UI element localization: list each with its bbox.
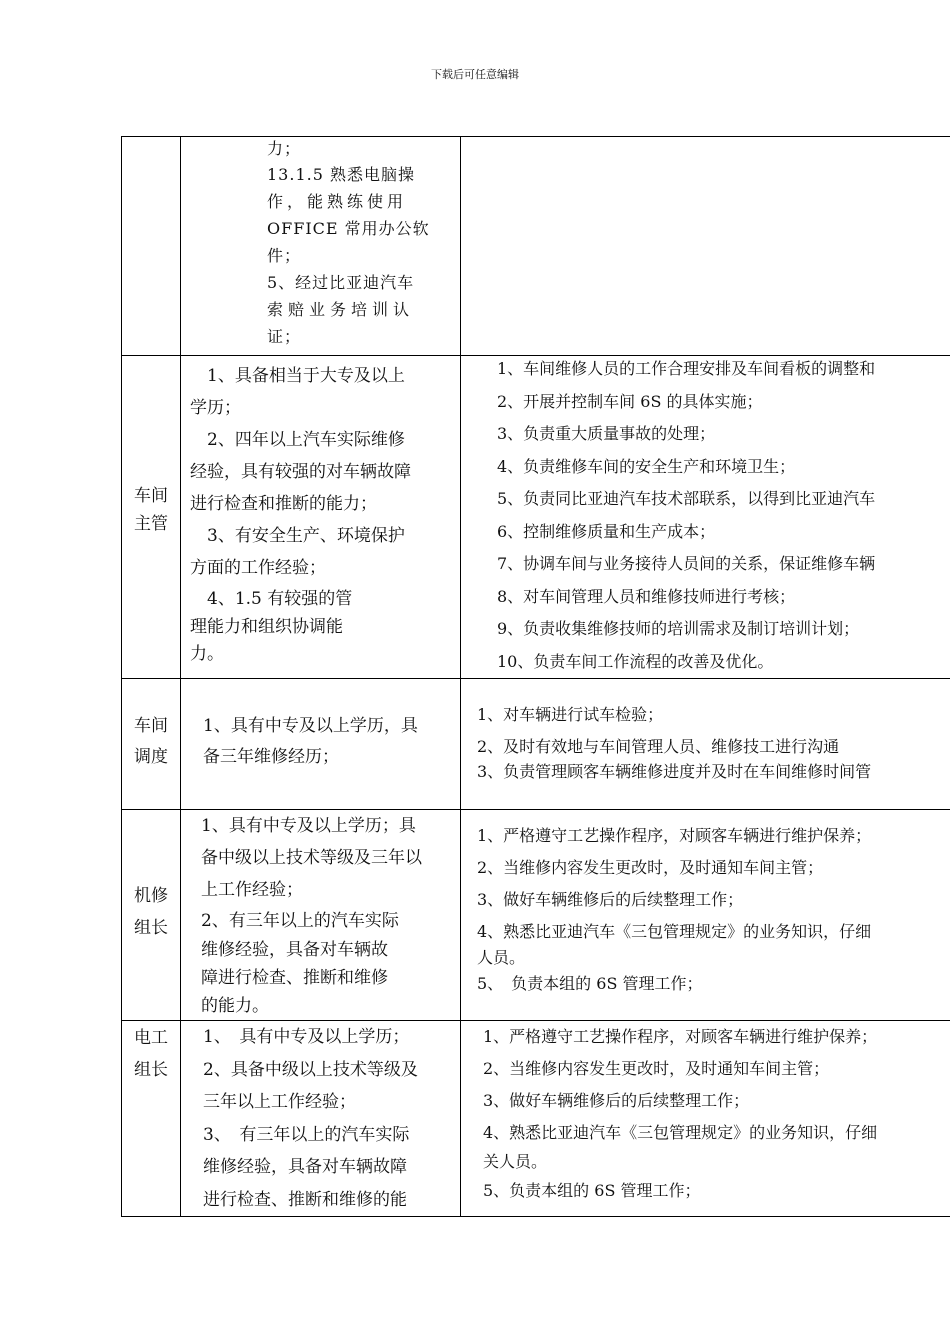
duty-line: 2、当维修内容发生更改时，及时通知车间主管； — [477, 858, 824, 877]
requirement-line: 5、经过比亚迪汽车 — [267, 273, 415, 292]
requirement-line: OFFICE 常用办公软 — [267, 219, 430, 238]
requirements-cell — [181, 810, 461, 1021]
requirement-line: 2、有三年以上的汽车实际 — [201, 911, 399, 931]
requirement-line: 13.1.5 熟悉电脑操 — [267, 165, 415, 184]
table-row — [122, 137, 950, 356]
role-label: 机修组长 — [134, 886, 168, 938]
duty-line: 2、及时有效地与车间管理人员、维修技工进行沟通 — [477, 737, 840, 756]
table-row — [122, 810, 950, 1021]
requirement-line: 2、具备中级以上技术等级及 — [203, 1059, 418, 1080]
requirement-line: 备中级以上技术等级及三年以 — [201, 848, 422, 868]
requirement-line: 进行检查和推断的能力； — [190, 494, 377, 514]
requirement-line: 3、有安全生产、环境保护 — [190, 526, 405, 546]
duty-line: 4、熟悉比亚迪汽车《三包管理规定》的业务知识，仔细 — [483, 1123, 878, 1142]
requirement-line: 4、1.5 有较强的管 — [190, 589, 353, 609]
duty-line: 3、负责管理顾客车辆维修进度并及时在车间维修时间管 — [477, 762, 872, 781]
duty-line: 1、对车辆进行试车检验； — [477, 705, 664, 724]
requirement-line: 障进行检查、推断和维修 — [201, 968, 388, 988]
duty-line: 3、做好车辆维修后的后续整理工作； — [483, 1091, 750, 1110]
role-cell — [122, 356, 181, 679]
role-label: 车间调度 — [134, 716, 168, 767]
duty-line: 5、负责本组的 6S 管理工作； — [483, 1181, 701, 1200]
duty-line: 4、熟悉比亚迪汽车《三包管理规定》的业务知识，仔细 — [477, 922, 872, 941]
requirement-line: 备三年维修经历； — [203, 747, 339, 767]
duty-line: 3、负责重大质量事故的处理； — [497, 424, 716, 443]
requirements-cell — [181, 679, 461, 810]
duty-line: 人员。 — [477, 948, 526, 967]
duty-line: 1、车间维修人员的工作合理安排及车间看板的调整和 — [497, 359, 876, 378]
duty-line: 7、协调车间与业务接待人员间的关系，保证维修车辆 — [497, 554, 876, 573]
role-label: 车间主管 — [134, 486, 168, 534]
duties-cell — [461, 137, 950, 356]
requirement-line: 力； — [267, 139, 302, 158]
requirement-line: 进行检查、推断和维修的能 — [203, 1189, 407, 1210]
requirements-cell — [181, 137, 461, 356]
duty-line: 1、严格遵守工艺操作程序，对顾客车辆进行维护保养； — [483, 1027, 878, 1046]
duties-cell — [461, 356, 950, 679]
requirement-line: 学历； — [190, 398, 241, 418]
requirement-line: 维修经验，具备对车辆故障 — [203, 1157, 407, 1177]
requirement-line: 2、四年以上汽车实际维修 — [190, 430, 405, 450]
requirement-line: 力。 — [190, 644, 224, 664]
requirement-line: 三年以上工作经验； — [203, 1092, 356, 1112]
table-row — [122, 679, 950, 810]
role-cell — [122, 679, 181, 810]
role-cell — [122, 137, 181, 356]
requirement-line: 作，能熟练使用 — [267, 192, 408, 211]
requirement-line: 1、 具有中专及以上学历； — [203, 1027, 410, 1047]
duty-line: 10、负责车间工作流程的改善及优化。 — [497, 651, 774, 671]
duty-line: 5、 负责本组的 6S 管理工作； — [477, 974, 703, 993]
role-cell — [122, 1021, 181, 1217]
duty-line: 5、负责同比亚迪汽车技术部联系，以得到比亚迪汽车 — [497, 489, 876, 508]
requirement-line: 1、具备相当于大专及以上 — [190, 366, 405, 386]
duty-line: 6、控制维修质量和生产成本； — [497, 521, 716, 541]
duty-line: 3、做好车辆维修后的后续整理工作； — [477, 890, 744, 909]
duty-line: 1、严格遵守工艺操作程序，对顾客车辆进行维护保养； — [477, 826, 872, 845]
role-label: 电工组长 — [134, 1028, 168, 1080]
duty-line: 9、负责收集维修技师的培训需求及制订培训计划； — [497, 619, 860, 638]
requirement-line: 的能力。 — [201, 996, 269, 1016]
duties-cell — [461, 1021, 950, 1217]
duties-cell — [461, 810, 950, 1021]
duty-line: 关人员。 — [483, 1152, 548, 1171]
requirements-cell — [181, 1021, 461, 1217]
requirement-line: 1、具有中专及以上学历，具 — [203, 716, 418, 736]
job-requirements-table — [121, 136, 950, 1217]
requirement-line: 维修经验，具备对车辆故 — [201, 940, 388, 960]
requirement-line: 3、 有三年以上的汽车实际 — [203, 1124, 410, 1145]
duty-line: 4、负责维修车间的安全生产和环境卫生； — [497, 456, 796, 476]
requirement-line: 证； — [267, 327, 302, 346]
requirement-line: 上工作经验； — [201, 880, 303, 900]
table-row — [122, 1021, 950, 1217]
requirement-line: 理能力和组织协调能 — [190, 617, 343, 637]
requirements-cell — [181, 356, 461, 679]
role-cell — [122, 810, 181, 1021]
duty-line: 8、对车间管理人员和维修技师进行考核； — [497, 586, 796, 606]
duties-cell — [461, 679, 950, 810]
requirement-line: 件； — [267, 246, 302, 265]
requirement-line: 索赔业务培训认 — [267, 300, 415, 319]
requirement-line: 1、具有中专及以上学历；具 — [201, 816, 416, 836]
requirement-line: 经验，具有较强的对车辆故障 — [190, 462, 411, 482]
duty-line: 2、当维修内容发生更改时，及时通知车间主管； — [483, 1059, 830, 1078]
table-row — [122, 356, 950, 679]
requirement-line: 方面的工作经验； — [190, 558, 326, 578]
header-note: 下载后可任意编辑 — [431, 68, 519, 81]
duty-line: 2、开展并控制车间 6S 的具体实施； — [497, 391, 763, 411]
